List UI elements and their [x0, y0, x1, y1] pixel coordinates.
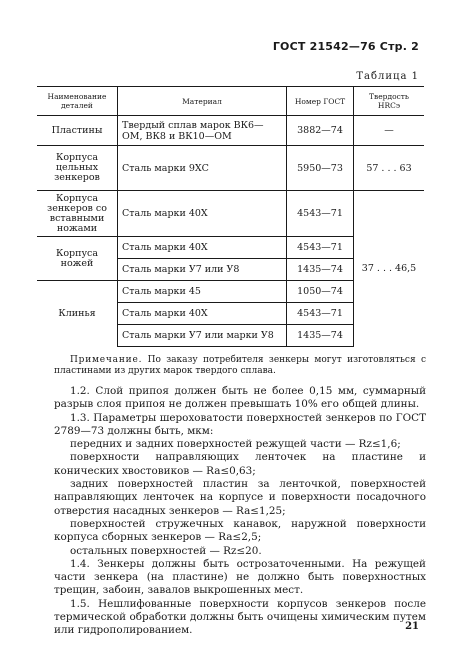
row-gost-wedge-2: 4543—71 — [287, 303, 354, 325]
table-note — [54, 355, 426, 377]
paragraph-rz-other: остальных поверхностей — Rz≤20. — [70, 544, 262, 557]
materials-table — [37, 86, 424, 347]
row-name-inserted: Корпуса зенкеров со вставными ножами — [37, 191, 118, 237]
paragraph-ra-guides: поверхности направляющих ленточек на пластине и конических хвостовиков — Ra≤0,63; — [54, 451, 426, 477]
table-header-row — [37, 87, 424, 116]
row-material-knife-1: Сталь марки 40Х — [118, 237, 287, 259]
row-material-wedge-3: Сталь марки У7 или марки У8 — [118, 325, 287, 347]
row-gost-solid: 5950—73 — [287, 146, 354, 191]
paragraph-ra-grooves: поверхностей стружечных канавок, наружной поверхности корпуса сборных зенкеров — Ra≤2,5; — [54, 517, 426, 544]
page-number: 21 — [405, 621, 419, 632]
paragraph-ra-back: задних поверхностей пластин за ленточкой, поверхностей направляющих ленточек на корпусе и поверхности посадочного отверстия насадных зенкеров — Ra≤1,25; — [54, 478, 426, 517]
note-text: По заказу потребителя зенкеры могут изготовляться с пластинами из других марок твердого сплава. — [54, 355, 426, 376]
row-gost-knife-1: 4543—71 — [287, 237, 354, 259]
row-name-plates: Пластины — [51, 124, 103, 136]
page-header: ГОСТ 21542—76 Стр. 2 — [272, 40, 419, 53]
col-header-material: Материал — [118, 87, 287, 116]
table-row — [37, 146, 424, 191]
col-header-hardness: Твердость HRCэ — [354, 87, 425, 116]
row-hardness-solid: 57 . . . 63 — [354, 146, 425, 191]
row-gost-inserted: 4543—71 — [287, 191, 354, 237]
paragraph-1-3: 1.3. Параметры шероховатости поверхностей зенкеров по ГОСТ 2789—73 должны быть, мкм: — [54, 411, 426, 437]
row-name-wedges: Клинья — [37, 281, 118, 347]
document-body — [54, 385, 426, 638]
note-label: Примечание. — [70, 355, 143, 365]
paragraph-1-5: 1.5. Нешлифованные поверхности корпусов зенкеров после термической обработки должны быть очищены химическим путем или гидрополированием. — [54, 597, 426, 637]
row-name-knives: Корпуса ножей — [37, 237, 118, 281]
row-gost-wedge-3: 1435—74 — [287, 325, 354, 347]
row-name-solid: Корпуса цельных зенкеров — [37, 146, 118, 191]
row-material-wedge-1: Сталь марки 45 — [118, 281, 287, 303]
table-row — [37, 191, 424, 237]
row-hardness-shared: 37 . . . 46,5 — [354, 191, 425, 347]
paragraph-1-2: 1.2. Слой припоя должен быть не более 0,15 мм, суммарный разрыв слоя припоя не должен превышать 10% его общей длины. — [54, 385, 426, 411]
col-header-name: Наименование деталей — [37, 87, 118, 116]
table-caption: Таблица 1 — [356, 71, 419, 82]
row-gost-knife-2: 1435—74 — [287, 259, 354, 281]
row-material-solid: Сталь марки 9ХС — [118, 146, 287, 191]
table-row — [37, 116, 424, 146]
row-hardness-plates: — — [354, 116, 425, 146]
col-header-gost: Номер ГОСТ — [287, 87, 354, 116]
row-material-inserted: Сталь марки 40Х — [118, 191, 287, 237]
paragraph-1-4: 1.4. Зенкеры должны быть острозаточенными. На режущей части зенкера (на пластине) не должно быть поверхностных трещин, забоин, завалов выкрошенных мест. — [54, 557, 426, 597]
paragraph-rz-front: передних и задних поверхностей режущей части — Rz≤1,6; — [70, 438, 401, 451]
row-gost-wedge-1: 1050—74 — [287, 281, 354, 303]
row-material-knife-2: Сталь марки У7 или У8 — [118, 259, 287, 281]
row-gost-plates: 3882—74 — [287, 116, 354, 146]
row-material-plates: Твердый сплав марок ВК6—ОМ, ВК8 и ВК10—ОМ — [118, 116, 287, 146]
row-material-wedge-2: Сталь марки 40Х — [118, 303, 287, 325]
